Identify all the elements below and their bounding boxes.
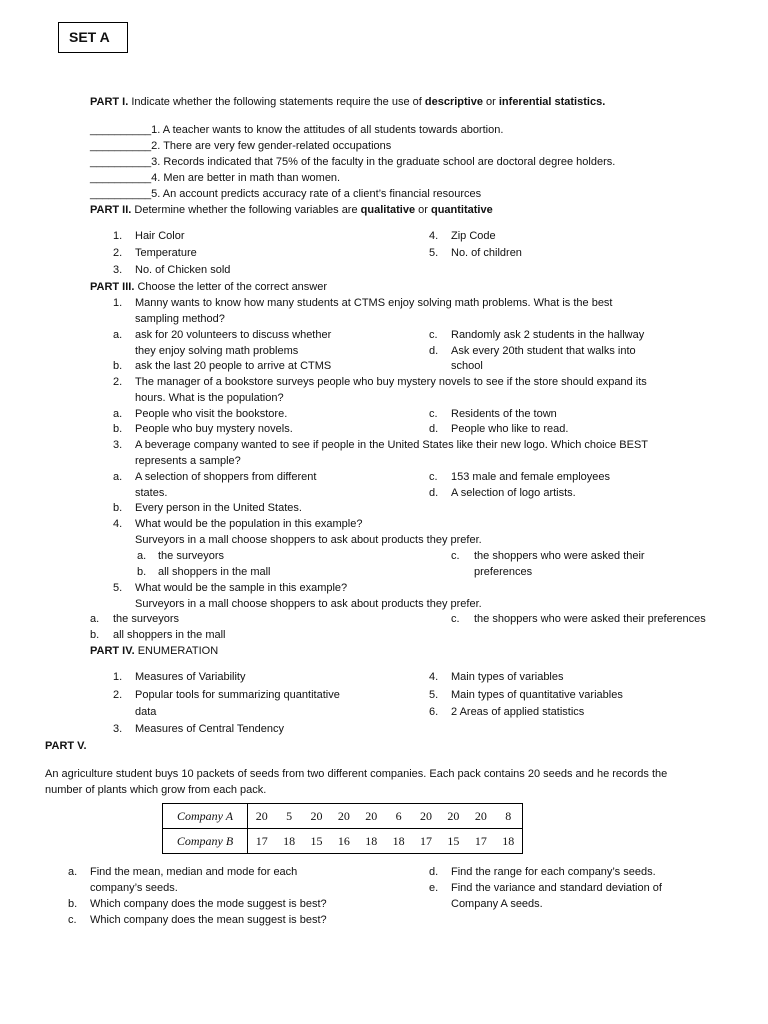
- q3-line1: A beverage company wanted to see if people in the United States like their new logo. Which choice BEST: [135, 439, 649, 451]
- q2-letter-c: c.: [429, 408, 438, 420]
- part5-letter-b: b.: [68, 898, 78, 910]
- part4-instruction: [90, 644, 218, 658]
- part1-heading: PART I.: [90, 96, 129, 108]
- part2-item-1: Hair Color: [135, 230, 185, 242]
- company-b-value: 18: [495, 829, 523, 854]
- part1-item-1: __________1. A teacher wants to know the attitudes of all students towards abortion.: [90, 124, 504, 136]
- company-a-value: 20: [248, 804, 276, 829]
- q3-option-a1: A selection of shoppers from different: [135, 471, 317, 483]
- set-label: SET A: [58, 22, 128, 53]
- seeds-table: [162, 803, 523, 854]
- q4-letter-a: a.: [137, 550, 147, 562]
- q1-option-c: Randomly ask 2 students in the hallway: [451, 329, 645, 341]
- q2-option-b: People who buy mystery novels.: [135, 423, 293, 435]
- company-b-value: 15: [303, 829, 330, 854]
- part2-num-5: 5.: [429, 247, 439, 259]
- part2-instruction-text: Determine whether the following variables are: [134, 204, 358, 216]
- company-a-value: 6: [385, 804, 412, 829]
- part4-num-6: 6.: [429, 706, 439, 718]
- q4-option-c1: the shoppers who were asked their: [474, 550, 645, 562]
- q4-num: 4.: [113, 518, 123, 530]
- part2-num-1: 1.: [113, 230, 123, 242]
- q5-line1: What would be the sample in this example?: [135, 582, 348, 594]
- company-a-value: 20: [412, 804, 439, 829]
- part4-item-1: Measures of Variability: [135, 671, 246, 683]
- part4-instruction-text: ENUMERATION: [137, 645, 219, 657]
- company-a-value: 20: [330, 804, 357, 829]
- part1-conj: or: [486, 96, 496, 108]
- company-a-value: 8: [495, 804, 523, 829]
- part4-item-3: Measures of Central Tendency: [135, 723, 284, 735]
- company-a-value: 20: [358, 804, 385, 829]
- company-b-value: 18: [358, 829, 385, 854]
- company-a-value: 20: [467, 804, 494, 829]
- part2-heading: PART II.: [90, 204, 132, 216]
- q1-letter-a: a.: [113, 329, 123, 341]
- part4-num-5: 5.: [429, 689, 439, 701]
- q1-option-a2: they enjoy solving math problems: [135, 345, 299, 357]
- company-a-value: 20: [440, 804, 467, 829]
- q2-letter-d: d.: [429, 423, 439, 435]
- part2-term2: quantitative: [430, 204, 493, 216]
- q2-line2: hours. What is the population?: [135, 392, 284, 404]
- part1-instruction: [90, 95, 605, 109]
- part2-item-2: Temperature: [135, 247, 197, 259]
- part4-item-2-cont: data: [135, 706, 157, 718]
- part3-instruction: [90, 280, 327, 294]
- q2-option-a: People who visit the bookstore.: [135, 408, 288, 420]
- company-b-value: 17: [467, 829, 494, 854]
- q2-letter-a: a.: [113, 408, 123, 420]
- q5-letter-a: a.: [90, 613, 100, 625]
- q4-option-b: all shoppers in the mall: [158, 566, 271, 578]
- q4-option-c2: preferences: [474, 566, 533, 578]
- part2-num-4: 4.: [429, 230, 439, 242]
- part5-question-e2: Company A seeds.: [451, 898, 543, 910]
- part5-letter-c: c.: [68, 914, 77, 926]
- part1-item-4: __________4. Men are better in math than women.: [90, 172, 341, 184]
- q3-option-d: A selection of logo artists.: [451, 487, 576, 499]
- part5-question-d: Find the range for each company’s seeds.: [451, 866, 656, 878]
- part5-question-e1: Find the variance and standard deviation of: [451, 882, 662, 894]
- q5-option-c: the shoppers who were asked their preferences: [474, 613, 706, 625]
- company-b-value: 16: [330, 829, 357, 854]
- q3-option-c: 153 male and female employees: [451, 471, 610, 483]
- table-row-company-a: [163, 804, 523, 829]
- company-a-value: 5: [275, 804, 302, 829]
- part1-item-2: __________2. There are very few gender-related occupations: [90, 140, 392, 152]
- q4-letter-b: b.: [137, 566, 147, 578]
- q4-line1: What would be the population in this example?: [135, 518, 363, 530]
- q4-option-a: the surveyors: [158, 550, 225, 562]
- q1-option-d1: Ask every 20th student that walks into: [451, 345, 636, 357]
- part5-letter-a: a.: [68, 866, 78, 878]
- part2-conj: or: [418, 204, 428, 216]
- q1-letter-d: d.: [429, 345, 439, 357]
- part5-question-b: Which company does the mode suggest is best?: [90, 898, 327, 910]
- part4-num-3: 3.: [113, 723, 123, 735]
- part5-question-c: Which company does the mean suggest is best?: [90, 914, 327, 926]
- q1-option-b: ask the last 20 people to arrive at CTMS: [135, 360, 332, 372]
- company-b-value: 15: [440, 829, 467, 854]
- q5-option-b: all shoppers in the mall: [113, 629, 226, 641]
- part1-instruction-text: Indicate whether the following statements require the use of: [131, 96, 422, 108]
- part2-item-3: No. of Chicken sold: [135, 264, 231, 276]
- q1-num: 1.: [113, 297, 123, 309]
- part5-letter-d: d.: [429, 866, 439, 878]
- part5-heading: PART V.: [45, 740, 87, 752]
- part1-term1: descriptive: [424, 96, 483, 108]
- q5-num: 5.: [113, 582, 123, 594]
- part2-term1: qualitative: [360, 204, 416, 216]
- q4-line2: Surveyors in a mall choose shoppers to ask about products they prefer.: [135, 534, 482, 546]
- part4-item-5: Main types of quantitative variables: [451, 689, 623, 701]
- part2-num-3: 3.: [113, 264, 123, 276]
- part2-num-2: 2.: [113, 247, 123, 259]
- q5-line2: Surveyors in a mall choose shoppers to ask about products they prefer.: [135, 598, 482, 610]
- q2-letter-b: b.: [113, 423, 123, 435]
- company-b-value: 18: [385, 829, 412, 854]
- q1-line2: sampling method?: [135, 313, 225, 325]
- q3-letter-c: c.: [429, 471, 438, 483]
- q4-letter-c: c.: [451, 550, 460, 562]
- q5-letter-c: c.: [451, 613, 460, 625]
- part4-item-4: Main types of variables: [451, 671, 564, 683]
- q2-option-d: People who like to read.: [451, 423, 569, 435]
- q5-option-a: the surveyors: [113, 613, 180, 625]
- company-a-label: Company A: [163, 804, 248, 829]
- q3-option-a2: states.: [135, 487, 168, 499]
- part5-letter-e: e.: [429, 882, 439, 894]
- q3-letter-b: b.: [113, 502, 123, 514]
- part2-instruction: [90, 203, 493, 217]
- q2-num: 2.: [113, 376, 123, 388]
- q2-line1: The manager of a bookstore surveys people who buy mystery novels to see if the store should expand its: [135, 376, 647, 388]
- part4-heading: PART IV.: [90, 645, 135, 657]
- company-b-label: Company B: [163, 829, 248, 854]
- part1-item-3: __________3. Records indicated that 75% of the faculty in the graduate school are doctoral degree holders.: [90, 156, 616, 168]
- company-a-value: 20: [303, 804, 330, 829]
- q3-letter-a: a.: [113, 471, 123, 483]
- part2-item-5: No. of children: [451, 247, 522, 259]
- part4-num-4: 4.: [429, 671, 439, 683]
- part4-item-2: Popular tools for summarizing quantitative: [135, 689, 340, 701]
- part1-term2: inferential statistics.: [498, 96, 606, 108]
- q3-option-b: Every person in the United States.: [135, 502, 302, 514]
- part3-instruction-text: Choose the letter of the correct answer: [137, 281, 328, 293]
- part5-question-a2: company’s seeds.: [90, 882, 178, 894]
- part3-heading: PART III.: [90, 281, 135, 293]
- q3-num: 3.: [113, 439, 123, 451]
- q3-line2: represents a sample?: [135, 455, 241, 467]
- table-row-company-b: [163, 829, 523, 854]
- part5-question-a1: Find the mean, median and mode for each: [90, 866, 298, 878]
- part5-intro-line2: number of plants which grow from each pack.: [45, 784, 267, 796]
- company-b-value: 18: [275, 829, 302, 854]
- q1-option-d2: school: [451, 360, 483, 372]
- company-b-value: 17: [248, 829, 276, 854]
- q1-letter-b: b.: [113, 360, 123, 372]
- q5-letter-b: b.: [90, 629, 100, 641]
- q3-letter-d: d.: [429, 487, 439, 499]
- part4-num-2: 2.: [113, 689, 123, 701]
- q1-letter-c: c.: [429, 329, 438, 341]
- part4-item-6: 2 Areas of applied statistics: [451, 706, 585, 718]
- part1-item-5: __________5. An account predicts accuracy rate of a client’s financial resources: [90, 188, 482, 200]
- q2-option-c: Residents of the town: [451, 408, 557, 420]
- q1-option-a1: ask for 20 volunteers to discuss whether: [135, 329, 332, 341]
- part4-num-1: 1.: [113, 671, 123, 683]
- part2-item-4: Zip Code: [451, 230, 496, 242]
- company-b-value: 17: [412, 829, 439, 854]
- part5-intro-line1: An agriculture student buys 10 packets of seeds from two different companies. Each pack contains 20 seeds and he records the: [45, 768, 668, 780]
- q1-line1: Manny wants to know how many students at CTMS enjoy solving math problems. What is the best: [135, 297, 613, 309]
